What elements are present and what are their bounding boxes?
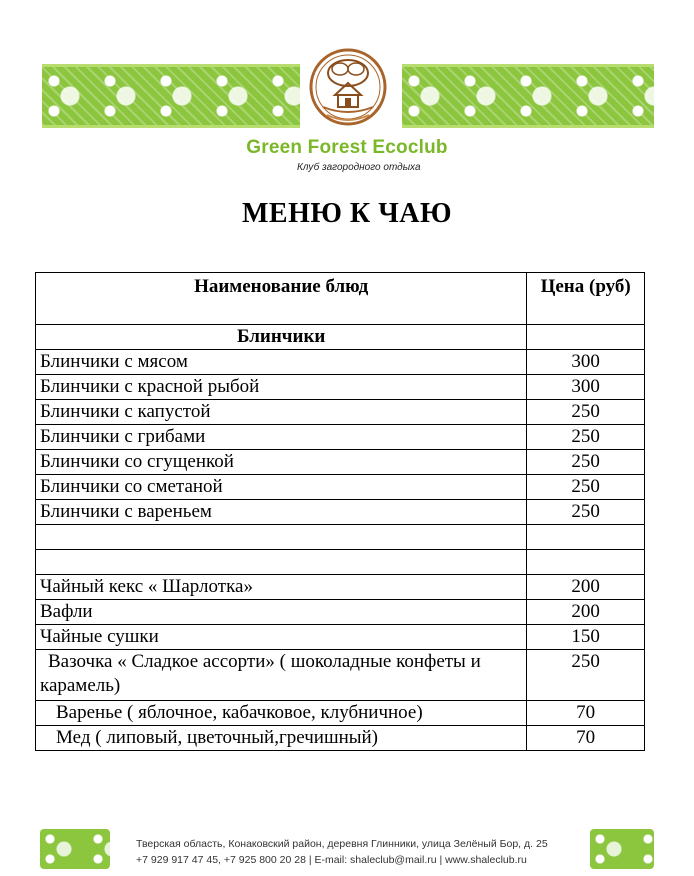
footer-address: Тверская область, Конаковский район, деревня Глинники, улица Зелёный Бор, д. 25 [136, 838, 548, 850]
dish-name: Блинчики с грибами [36, 425, 527, 450]
brand-name: Green Forest Ecoclub [246, 137, 448, 158]
dish-price: 200 [527, 575, 645, 600]
brand-subtitle: Клуб загородного отдыха [297, 162, 421, 173]
table-header-row [36, 273, 645, 325]
dish-name: Блинчики с мясом [36, 350, 527, 375]
table-row [36, 475, 645, 500]
empty-cell [36, 525, 527, 550]
footer-contacts: +7 929 917 47 45, +7 925 800 20 28 | E-mail: shaleclub@mail.ru | www.shaleclub.ru [136, 854, 527, 866]
section-row-pancakes [36, 325, 645, 350]
dish-price: 200 [527, 600, 645, 625]
dish-price: 70 [527, 701, 645, 726]
dish-price: 300 [527, 375, 645, 400]
dish-price: 250 [527, 650, 645, 701]
dish-name: Блинчики с вареньем [36, 500, 527, 525]
table-row [36, 701, 645, 726]
table-row [36, 425, 645, 450]
table-row [36, 650, 645, 701]
menu-table [35, 272, 645, 751]
dish-name: Чайные сушки [36, 625, 527, 650]
dish-price: 300 [527, 350, 645, 375]
dish-name: Блинчики с капустой [36, 400, 527, 425]
header-dish-name: Наименование блюд [36, 273, 527, 325]
empty-cell [36, 550, 527, 575]
table-row [36, 450, 645, 475]
section-title-pancakes: Блинчики [36, 325, 527, 350]
dish-price: 70 [527, 726, 645, 751]
dish-name: Блинчики со сметаной [36, 475, 527, 500]
header-ornament-right [402, 64, 654, 128]
table-row [36, 400, 645, 425]
footer-ornament-left [40, 829, 110, 869]
dish-price: 250 [527, 450, 645, 475]
dish-name: Варенье ( яблочное, кабачковое, клубничное) [36, 701, 527, 726]
table-row [36, 500, 645, 525]
dish-name: Чайный кекс « Шарлотка» [36, 575, 527, 600]
table-row [36, 726, 645, 751]
dish-name: Блинчики со сгущенкой [36, 450, 527, 475]
table-row [36, 625, 645, 650]
empty-cell [527, 525, 645, 550]
house-tree-emblem-icon [309, 45, 387, 133]
footer-ornament-right [590, 829, 654, 869]
footer-info [136, 836, 548, 868]
empty-row [36, 525, 645, 550]
dish-name: Вазочка « Сладкое ассорти» ( шоколадные конфеты и карамель) [36, 650, 527, 701]
page-title: МЕНЮ К ЧАЮ [241, 198, 452, 229]
section-price-empty [527, 325, 645, 350]
table-row [36, 575, 645, 600]
table-row [36, 350, 645, 375]
table-row [36, 375, 645, 400]
empty-cell [527, 550, 645, 575]
dish-price: 150 [527, 625, 645, 650]
dish-price: 250 [527, 425, 645, 450]
dish-name: Блинчики с красной рыбой [36, 375, 527, 400]
header-ornament-left [42, 64, 300, 128]
dish-name: Мед ( липовый, цветочный,гречишный) [36, 726, 527, 751]
dish-price: 250 [527, 475, 645, 500]
table-row [36, 600, 645, 625]
dish-name: Вафли [36, 600, 527, 625]
header-price: Цена (руб) [527, 273, 645, 325]
dish-price: 250 [527, 400, 645, 425]
empty-row [36, 550, 645, 575]
dish-price: 250 [527, 500, 645, 525]
